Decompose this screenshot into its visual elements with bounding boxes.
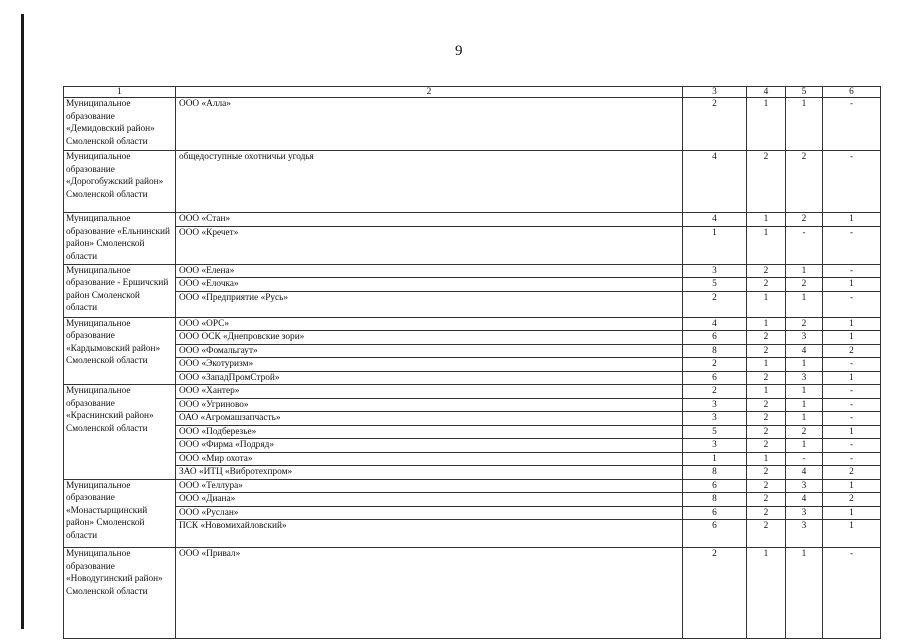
col3-value: 2 (683, 358, 747, 372)
organization-cell: ООО «Руслан» (176, 506, 683, 520)
table-row (64, 412, 881, 426)
col4-value: 2 (747, 371, 786, 385)
col4-value: 2 (747, 506, 786, 520)
table-row (64, 479, 881, 493)
table-row (64, 548, 881, 639)
col3-value: 6 (683, 479, 747, 493)
col5-value: 1 (786, 264, 823, 278)
organization-cell: ПСК «Новомихайловский» (176, 520, 683, 548)
table-row (64, 278, 881, 292)
col3-value: 8 (683, 466, 747, 480)
col3-value: 6 (683, 331, 747, 345)
organization-cell: ООО «ЗападПромСтрой» (176, 371, 683, 385)
col5-value: 1 (786, 385, 823, 399)
col5-value: 3 (786, 479, 823, 493)
organization-cell: ООО «Теллура» (176, 479, 683, 493)
hunting-grounds-table (63, 86, 881, 639)
organization-cell: ООО «Подберезье» (176, 425, 683, 439)
table-row (64, 226, 881, 264)
col6-value: - (823, 398, 881, 412)
col5-value: 1 (786, 291, 823, 317)
page-number: 9 (455, 43, 463, 59)
col4-value: 2 (747, 466, 786, 480)
binding-line (21, 14, 24, 629)
header-row (64, 87, 881, 98)
col3-value: 3 (683, 398, 747, 412)
table-row (64, 317, 881, 331)
col-header-1: 1 (64, 87, 176, 98)
municipality-cell: Муниципальное образование «Монастырщинский район» Смоленской области (64, 479, 176, 548)
col4-value: 1 (747, 548, 786, 639)
organization-cell: общедоступные охотничьи угодья (176, 151, 683, 213)
table-row (64, 385, 881, 399)
organization-cell: ООО «Хантер» (176, 385, 683, 399)
col4-value: 2 (747, 264, 786, 278)
col6-value: 2 (823, 466, 881, 480)
col5-value: 2 (786, 151, 823, 213)
table-row (64, 291, 881, 317)
col-header-3: 3 (683, 87, 747, 98)
col3-value: 3 (683, 439, 747, 453)
col3-value: 2 (683, 548, 747, 639)
col4-value: 1 (747, 291, 786, 317)
col6-value: 1 (823, 371, 881, 385)
col3-value: 6 (683, 506, 747, 520)
col5-value: 1 (786, 358, 823, 372)
col5-value: 1 (786, 398, 823, 412)
col6-value: 1 (823, 213, 881, 227)
table-row (64, 493, 881, 507)
col-header-5: 5 (786, 87, 823, 98)
col3-value: 2 (683, 385, 747, 399)
col6-value: 1 (823, 278, 881, 292)
col3-value: 8 (683, 493, 747, 507)
col4-value: 2 (747, 520, 786, 548)
municipality-cell: Муниципальное образование «Кардымовский район» Смоленской области (64, 317, 176, 385)
col4-value: 2 (747, 331, 786, 345)
table-row (64, 425, 881, 439)
col-header-6: 6 (823, 87, 881, 98)
organization-cell: ООО «Стан» (176, 213, 683, 227)
organization-cell: ЗАО «ИТЦ «Вибротехпром» (176, 466, 683, 480)
organization-cell: ООО «Угриново» (176, 398, 683, 412)
col3-value: 3 (683, 412, 747, 426)
table-row (64, 151, 881, 213)
col5-value: - (786, 226, 823, 264)
table-row (64, 398, 881, 412)
col5-value: - (786, 452, 823, 466)
col6-value: - (823, 385, 881, 399)
organization-cell: ООО «Экотуризм» (176, 358, 683, 372)
col6-value: - (823, 151, 881, 213)
col3-value: 1 (683, 226, 747, 264)
col3-value: 6 (683, 371, 747, 385)
col4-value: 2 (747, 493, 786, 507)
organization-cell: ООО «Кречет» (176, 226, 683, 264)
col5-value: 2 (786, 278, 823, 292)
organization-cell: ООО «Мир охота» (176, 452, 683, 466)
col3-value: 2 (683, 98, 747, 151)
table-row (64, 213, 881, 227)
col6-value: 1 (823, 506, 881, 520)
col6-value: - (823, 439, 881, 453)
col4-value: 1 (747, 452, 786, 466)
col3-value: 8 (683, 344, 747, 358)
organization-cell: ОАО «Агромашзапчасть» (176, 412, 683, 426)
organization-cell: ООО «Елочка» (176, 278, 683, 292)
table-row (64, 452, 881, 466)
col4-value: 2 (747, 278, 786, 292)
col5-value: 3 (786, 520, 823, 548)
col3-value: 1 (683, 452, 747, 466)
col4-value: 2 (747, 151, 786, 213)
organization-cell: ООО «Предприятие «Русь» (176, 291, 683, 317)
col5-value: 2 (786, 425, 823, 439)
organization-cell: ООО ОСК «Днепровские зори» (176, 331, 683, 345)
col5-value: 1 (786, 98, 823, 151)
municipality-cell: Муниципальное образование «Новодугинский район» Смоленской области (64, 548, 176, 639)
col4-value: 1 (747, 226, 786, 264)
col6-value: - (823, 548, 881, 639)
organization-cell: ООО «Фомальгаут» (176, 344, 683, 358)
organization-cell: ООО «Елена» (176, 264, 683, 278)
table-row (64, 344, 881, 358)
col3-value: 4 (683, 213, 747, 227)
municipality-cell: Муниципальное образование - Ершичский район Смоленской области (64, 264, 176, 317)
col-header-2: 2 (176, 87, 683, 98)
table-row (64, 371, 881, 385)
organization-cell: ООО «Алла» (176, 98, 683, 151)
table-row (64, 506, 881, 520)
col5-value: 4 (786, 466, 823, 480)
col3-value: 4 (683, 151, 747, 213)
municipality-cell: Муниципальное образование «Краснинский район» Смоленской области (64, 385, 176, 480)
table-row (64, 331, 881, 345)
col5-value: 1 (786, 412, 823, 426)
col3-value: 5 (683, 425, 747, 439)
col4-value: 2 (747, 425, 786, 439)
col5-value: 3 (786, 371, 823, 385)
table-row (64, 439, 881, 453)
col4-value: 1 (747, 385, 786, 399)
table-row (64, 358, 881, 372)
col4-value: 1 (747, 213, 786, 227)
col3-value: 2 (683, 291, 747, 317)
col6-value: - (823, 226, 881, 264)
col4-value: 1 (747, 317, 786, 331)
col5-value: 3 (786, 331, 823, 345)
organization-cell: ООО «ОРС» (176, 317, 683, 331)
col4-value: 2 (747, 398, 786, 412)
col6-value: 2 (823, 493, 881, 507)
col5-value: 2 (786, 317, 823, 331)
organization-cell: ООО «Привал» (176, 548, 683, 639)
col6-value: 1 (823, 520, 881, 548)
col6-value: - (823, 358, 881, 372)
col6-value: 1 (823, 425, 881, 439)
col5-value: 3 (786, 506, 823, 520)
col6-value: - (823, 412, 881, 426)
col5-value: 1 (786, 548, 823, 639)
table-row (64, 98, 881, 151)
col6-value: 1 (823, 479, 881, 493)
col4-value: 2 (747, 439, 786, 453)
organization-cell: ООО «Диана» (176, 493, 683, 507)
col3-value: 4 (683, 317, 747, 331)
col4-value: 2 (747, 412, 786, 426)
col6-value: 1 (823, 331, 881, 345)
municipality-cell: Муниципальное образование «Демидовский район» Смоленской области (64, 98, 176, 151)
col6-value: - (823, 98, 881, 151)
municipality-cell: Муниципальное образование «Дорогобужский район» Смоленской области (64, 151, 176, 213)
col5-value: 1 (786, 439, 823, 453)
col6-value: 1 (823, 317, 881, 331)
col6-value: - (823, 452, 881, 466)
col3-value: 6 (683, 520, 747, 548)
municipality-cell: Муниципальное образование «Ельнинский район» Смоленской области (64, 213, 176, 265)
col4-value: 1 (747, 98, 786, 151)
col5-value: 4 (786, 344, 823, 358)
col4-value: 2 (747, 344, 786, 358)
organization-cell: ООО «Фирма «Подряд» (176, 439, 683, 453)
col4-value: 1 (747, 358, 786, 372)
col3-value: 5 (683, 278, 747, 292)
col3-value: 3 (683, 264, 747, 278)
table-row (64, 520, 881, 548)
col5-value: 2 (786, 213, 823, 227)
col6-value: 2 (823, 344, 881, 358)
col6-value: - (823, 291, 881, 317)
table-row (64, 264, 881, 278)
col6-value: - (823, 264, 881, 278)
col4-value: 2 (747, 479, 786, 493)
col5-value: 4 (786, 493, 823, 507)
table-row (64, 466, 881, 480)
col-header-4: 4 (747, 87, 786, 98)
